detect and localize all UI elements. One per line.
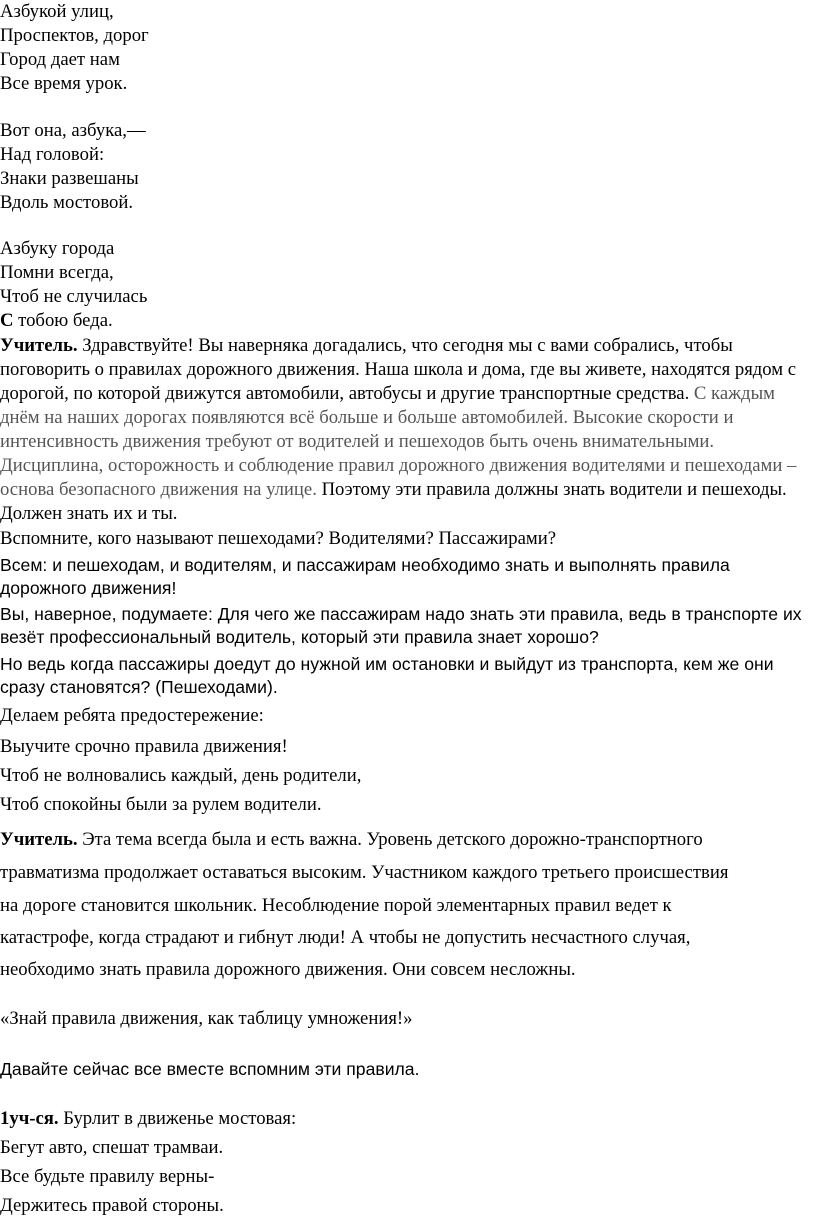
sans-paragraph: Но ведь когда пассажиры доедут до нужной им остановки и выйдут из транспорта, кем же они сразу становятся? (Пешеходами).	[0, 654, 774, 697]
teacher2-line	[0, 831, 703, 850]
sans-paragraph: Всем: и пешеходам, и водителям, и пассажирам необходимо знать и выполнять правила дорожного движения!	[0, 555, 730, 598]
poem-initial: С	[0, 310, 14, 331]
student1-line: Бегут авто, спешат трамваи.	[0, 1137, 224, 1158]
speaker-label: Учитель.	[0, 335, 78, 356]
poem-line: Вдоль мостовой.	[0, 192, 134, 213]
poem-line: Азбуку города	[0, 238, 115, 259]
intro-end-text: Поэтому эти правила должны знать водители и пешеходы. Должен знать их и ты.	[0, 479, 787, 524]
poem-line: Азбукой улиц,	[0, 1, 114, 22]
intro-gray-text: С каждым днём на наших дорогах появляются всё больше и больше автомобилей. Высокие скорости и интенсивность движения требуют от водителей и пешеходов быть очень внимательными. Дисциплина, осторожность и соблюдение правил дорожного движения водителями и пешеходами – основа безопасного движения на улице.	[0, 383, 797, 500]
speaker-label: 1уч-ся.	[0, 1108, 59, 1129]
poem-line: Вот она, азбука,—	[0, 120, 146, 141]
teacher-intro-paragraph	[0, 334, 812, 526]
student1-text: Бурлит в движенье мостовая:	[58, 1108, 297, 1129]
intro-text: Здравствуйте! Вы наверняка догадались, что сегодня мы с вами собрались, чтобы поговорить о правилах дорожного движения. Наша школа и дома, где вы живете, находятся рядом с дорогой, по которой движутся автомобили, автобусы и другие транспортные средства.	[0, 335, 797, 404]
student1-line	[0, 1110, 296, 1129]
warning-line: Чтоб спокойны были за рулем водители.	[0, 794, 322, 815]
poem-line: Над головой:	[0, 144, 105, 165]
poem-line-rest: тобою беда.	[13, 310, 113, 331]
teacher2-line: на дороге становится школьник. Несоблюдение порой элементарных правил ведет к	[0, 895, 672, 916]
poem-line: Город дает нам	[0, 49, 120, 70]
speaker-label: Учитель.	[0, 829, 78, 850]
teacher2-line: катастрофе, когда страдают и гибнут люди! А чтобы не допустить несчастного случая,	[0, 927, 691, 948]
student1-line: Все будьте правилу верны-	[0, 1166, 215, 1187]
question-line: Вспомните, кого называют пешеходами? Водителями? Пассажирами?	[0, 528, 557, 549]
lets-remember-line: Давайте сейчас все вместе вспомним эти правила.	[0, 1059, 420, 1079]
teacher2-line: необходимо знать правила дорожного движения. Они совсем несложны.	[0, 959, 576, 980]
poem-line-last	[0, 312, 113, 331]
teacher2-text: Эта тема всегда была и есть важна. Уровень детского дорожно-транспортного	[77, 829, 703, 850]
quote-line: «Знай правила движения, как таблицу умножения!»	[0, 1008, 413, 1029]
student1-line: Держитесь правой стороны.	[0, 1195, 224, 1216]
poem-line: Знаки развешаны	[0, 168, 139, 189]
poem-line: Все время урок.	[0, 73, 128, 94]
poem-line: Проспектов, дорог	[0, 25, 149, 46]
warning-line: Чтоб не волновались каждый, день родители,	[0, 765, 362, 786]
teacher2-line: травматизма продолжает оставаться высоким. Участником каждого третьего происшествия	[0, 862, 729, 883]
poem-line: Помни всегда,	[0, 262, 114, 283]
warning-line: Делаем ребята предостережение:	[0, 705, 264, 726]
warning-line: Выучите срочно правила движения!	[0, 736, 288, 757]
poem-line: Чтоб не случилась	[0, 286, 148, 307]
sans-paragraph: Вы, наверное, подумаете: Для чего же пассажирам надо знать эти правила, ведь в транспорте их везёт профессиональный водитель, который эти правила знает хорошо?	[0, 604, 802, 647]
